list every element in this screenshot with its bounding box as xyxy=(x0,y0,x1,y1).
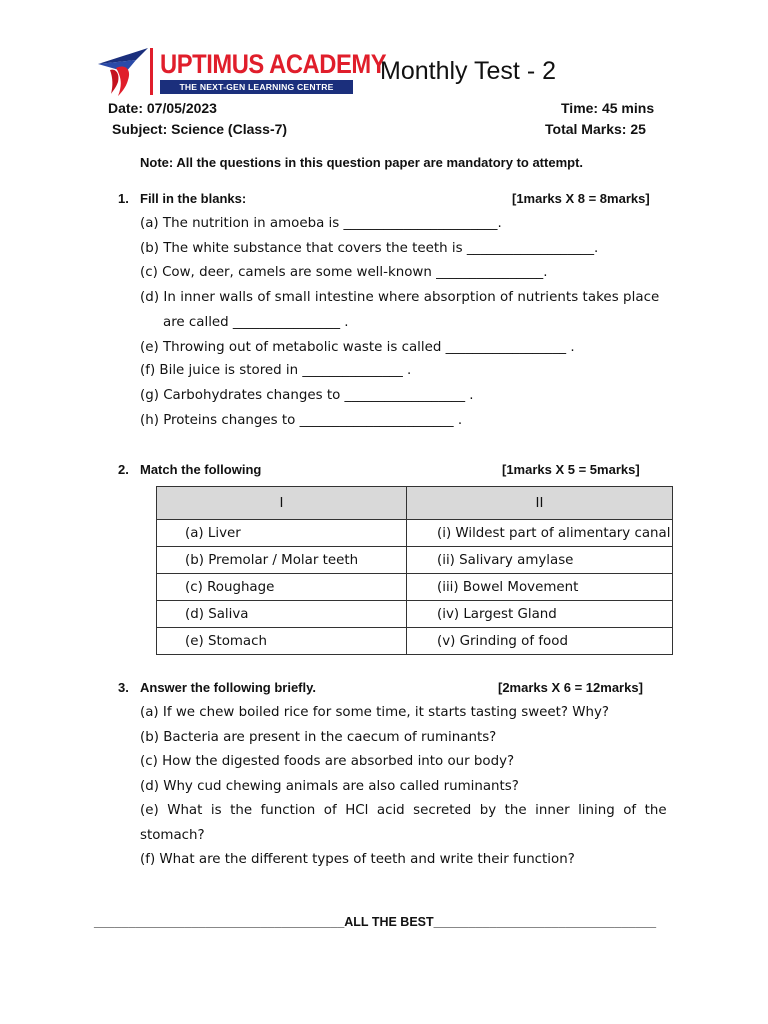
match-right-i: (i) Wildest part of alimentary canal xyxy=(407,520,673,547)
all-the-best-footer: ____________________________________ALL THE BEST________________________________ xyxy=(94,915,657,929)
column-header-ii: II xyxy=(407,487,673,520)
page-title: Monthly Test - 2 xyxy=(380,57,557,85)
q1-item-g: (g) Carbohydrates changes to __________________ . xyxy=(140,388,474,403)
q3-item-b: (b) Bacteria are present in the caecum of ruminants? xyxy=(140,730,497,745)
q3-item-a: (a) If we chew boiled rice for some time, it starts tasting sweet? Why? xyxy=(140,705,609,720)
q3-title: Answer the following briefly. xyxy=(140,680,316,695)
q1-item-d: (d) In inner walls of small intestine where absorption of nutrients takes place xyxy=(140,290,660,305)
logo-divider xyxy=(150,48,153,95)
q3-marks: [2marks X 6 = 12marks] xyxy=(498,680,643,695)
q1-item-h: (h) Proteins changes to _______________________ . xyxy=(140,413,463,428)
q1-item-f: (f) Bile juice is stored in _______________ . xyxy=(140,363,412,378)
test-date: Date: 07/05/2023 xyxy=(108,100,217,116)
match-left-d: (d) Saliva xyxy=(157,601,407,628)
q2-marks: [1marks X 5 = 5marks] xyxy=(502,462,640,477)
q1-number: 1. xyxy=(118,191,129,206)
q2-title: Match the following xyxy=(140,462,262,477)
q3-item-e-continued: stomach? xyxy=(140,828,205,843)
brand-name: UPTIMUS ACADEMY xyxy=(160,49,387,79)
match-left-c: (c) Roughage xyxy=(157,574,407,601)
total-marks: Total Marks: 25 xyxy=(545,121,646,137)
match-table-header xyxy=(157,487,673,520)
table-row xyxy=(157,601,673,628)
table-row xyxy=(157,520,673,547)
q1-marks: [1marks X 8 = 8marks] xyxy=(512,191,650,206)
table-row xyxy=(157,574,673,601)
match-table xyxy=(156,486,673,655)
q3-item-c: (c) How the digested foods are absorbed into our body? xyxy=(140,754,515,769)
q1-title: Fill in the blanks: xyxy=(140,191,247,206)
q3-item-d: (d) Why cud chewing animals are also called ruminants? xyxy=(140,779,519,794)
match-left-a: (a) Liver xyxy=(157,520,407,547)
brand-tagline: THE NEXT-GEN LEARNING CENTRE xyxy=(160,80,353,94)
q1-item-e: (e) Throwing out of metabolic waste is called __________________ . xyxy=(140,340,575,355)
table-row xyxy=(157,628,673,655)
q3-item-f: (f) What are the different types of teeth and write their function? xyxy=(140,852,575,867)
test-subject: Subject: Science (Class-7) xyxy=(112,121,288,137)
instructions-note: Note: All the questions in this question paper are mandatory to attempt. xyxy=(140,155,584,170)
test-time: Time: 45 mins xyxy=(561,100,655,116)
q2-number: 2. xyxy=(118,462,129,477)
match-right-iv: (iv) Largest Gland xyxy=(407,601,673,628)
match-left-b: (b) Premolar / Molar teeth xyxy=(157,547,407,574)
column-header-i: I xyxy=(157,487,407,520)
q3-item-e: (e) What is the function of HCl acid secreted by the inner lining of the xyxy=(140,803,667,818)
q1-item-b: (b) The white substance that covers the teeth is ___________________. xyxy=(140,241,599,256)
match-right-ii: (ii) Salivary amylase xyxy=(407,547,673,574)
match-right-v: (v) Grinding of food xyxy=(407,628,673,655)
academy-logo-icon xyxy=(96,46,156,98)
q1-item-c: (c) Cow, deer, camels are some well-known ________________. xyxy=(140,265,548,280)
q3-number: 3. xyxy=(118,680,129,695)
q1-item-a: (a) The nutrition in amoeba is _______________________. xyxy=(140,216,502,231)
q1-item-d-continued: are called ________________ . xyxy=(163,315,349,330)
match-right-iii: (iii) Bowel Movement xyxy=(407,574,673,601)
match-left-e: (e) Stomach xyxy=(157,628,407,655)
table-row xyxy=(157,547,673,574)
